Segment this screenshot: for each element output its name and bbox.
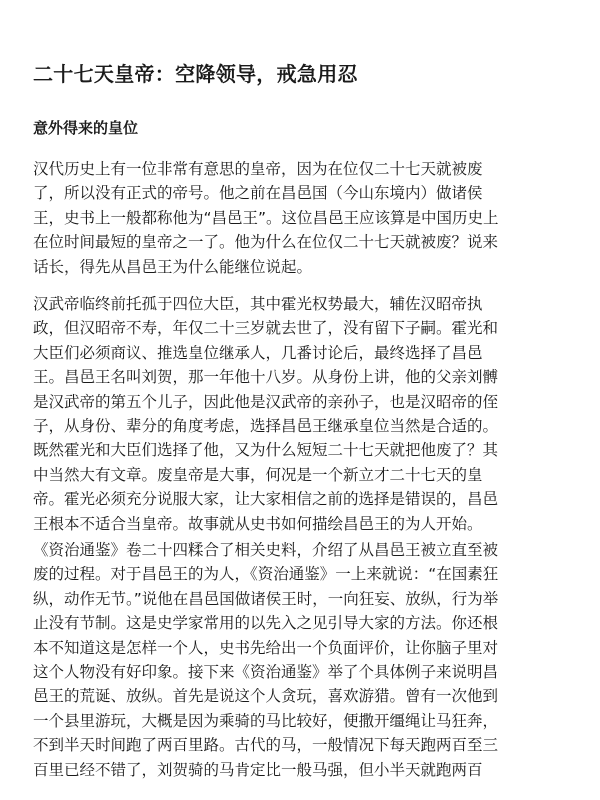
- paragraph-line: 是汉武帝的第五个儿子，因此他是汉武帝的亲孙子，也是汉昭帝的侄: [33, 392, 499, 411]
- paragraph-line: 废的过程。对于昌邑王的为人，《资治通鉴》一上来就说：“在国素狂: [33, 565, 499, 584]
- paragraph-line: 话长，得先从昌邑王为什么能继位说起。: [33, 257, 313, 276]
- paragraph-line: 王根本不适合当皇帝。故事就从史书如何描绘昌邑王的为人开始。: [33, 514, 483, 533]
- paragraph-line: 本不知道这是怎样一个人，史书先给出一个负面评价，让你脑子里对: [33, 638, 499, 657]
- paragraph-line: 纵，动作无节。”说他在昌邑国做诸侯王时，一向狂妄、放纵，行为举: [33, 589, 499, 608]
- section-heading: 意外得来的皇位: [33, 119, 139, 137]
- paragraph-line: 王。昌邑王名叫刘贺，那一年他十八岁。从身份上讲，他的父亲刘髆: [33, 368, 499, 387]
- paragraph-line: 既然霍光和大臣们选择了他，又为什么短短二十七天就把他废了？其: [33, 441, 499, 460]
- paragraph-line: 子，从身份、辈分的角度考虑，选择昌邑王继承皇位当然是合适的。: [33, 416, 499, 435]
- paragraph-line: 邑王的荒诞、放纵。首先是说这个人贪玩，喜欢游猎。曾有一次他到: [33, 687, 499, 706]
- paragraph-line: 止没有节制。这是史学家常用的以先入之见引导大家的方法。你还根: [33, 614, 499, 633]
- article-title: 二十七天皇帝：空降领导，戒急用忍: [33, 62, 358, 86]
- paragraph-line: 《资治通鉴》卷二十四糅合了相关史料，介绍了从昌邑王被立直至被: [33, 541, 499, 559]
- paragraph-line: 这个人物没有好印象。接下来《资治通鉴》举了个具体例子来说明昌: [33, 662, 499, 681]
- paragraph-line: 中当然大有文章。废皇帝是大事，何况是一个新立才二十七天的皇: [33, 465, 483, 484]
- paragraph-line: 汉代历史上有一位非常有意思的皇帝，因为在位仅二十七天就被废: [33, 160, 483, 178]
- paragraph-line: 了，所以没有正式的帝号。他之前在昌邑国（今山东境内）做诸侯: [33, 184, 483, 203]
- paragraph-line: 帝。霍光必须充分说服大家，让大家相信之前的选择是错误的，昌邑: [33, 490, 499, 509]
- paragraph-line: 一个县里游玩，大概是因为乘骑的马比较好，便撒开缰绳让马狂奔，: [33, 711, 499, 730]
- paragraph-1: [33, 157, 573, 279]
- paragraph-line: 在位时间最短的皇帝之一了。他为什么在位仅二十七天就被废？说来: [33, 233, 499, 252]
- paragraph-line: 汉武帝临终前托孤于四位大臣，其中霍光权势最大，辅佐汉昭帝执: [33, 295, 483, 313]
- paragraph-line: 大臣们必须商议、推选皇位继承人，几番讨论后，最终选择了昌邑: [33, 343, 483, 362]
- paragraph-line: 王，史书上一般都称他为“昌邑王”。这位昌邑王应该算是中国历史上: [33, 208, 499, 227]
- paragraph-line: 百里已经不错了，刘贺骑的马肯定比一般马强，但小半天就跑两百: [33, 760, 483, 779]
- paragraph-line: 政，但汉昭帝不寿，年仅二十三岁就去世了，没有留下子嗣。霍光和: [33, 319, 499, 338]
- paragraph-3: [33, 538, 573, 782]
- paragraph-line: 不到半天时间跑了两百里路。古代的马，一般情况下每天跑两百至三: [33, 736, 499, 755]
- paragraph-2: [33, 292, 573, 536]
